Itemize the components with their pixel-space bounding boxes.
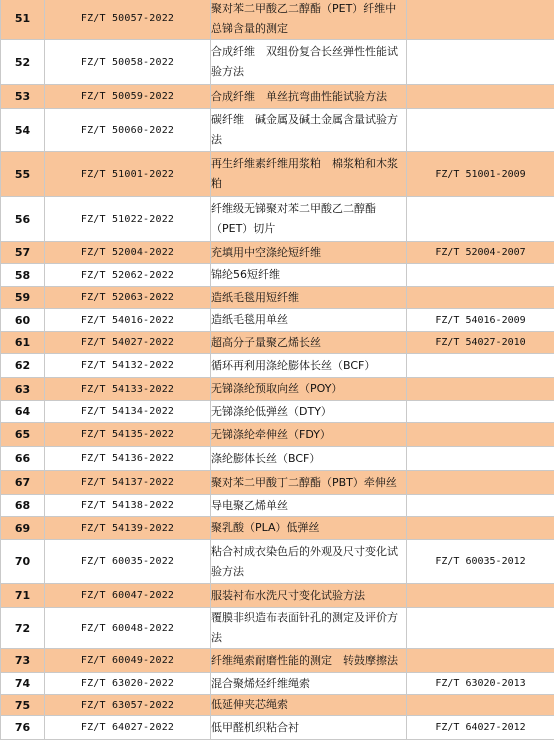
row-number: 57 — [1, 242, 45, 264]
standard-name: 充填用中空涤纶短纤维 — [211, 242, 407, 264]
standard-code: FZ/T 54134-2022 — [45, 401, 211, 423]
row-number: 62 — [1, 354, 45, 378]
standard-code: FZ/T 60049-2022 — [45, 649, 211, 673]
replaced-standard — [407, 649, 554, 673]
standard-code: FZ/T 54139-2022 — [45, 517, 211, 540]
standard-name: 聚对苯二甲酸丁二醇酯（PBT）牵伸丝 — [211, 471, 407, 495]
replaced-standard — [407, 584, 554, 608]
standard-code: FZ/T 51001-2022 — [45, 152, 211, 197]
replaced-standard — [407, 85, 554, 109]
replaced-standard: FZ/T 63020-2013 — [407, 673, 554, 695]
standard-code: FZ/T 51022-2022 — [45, 197, 211, 242]
standard-name: 覆膜非织造布表面针孔的测定及评价方法 — [211, 608, 407, 649]
replaced-standard — [407, 40, 554, 85]
table-row — [1, 152, 554, 197]
table-row — [1, 673, 554, 695]
table-row — [1, 287, 554, 309]
standard-code: FZ/T 54138-2022 — [45, 495, 211, 517]
table-row — [1, 197, 554, 242]
row-number: 61 — [1, 332, 45, 354]
table-row — [1, 716, 554, 740]
table-row — [1, 40, 554, 85]
standard-name: 造纸毛毯用短纤维 — [211, 287, 407, 309]
standard-code: FZ/T 54136-2022 — [45, 447, 211, 471]
standards-table-body — [1, 0, 554, 740]
replaced-standard — [407, 264, 554, 287]
row-number: 67 — [1, 471, 45, 495]
standard-name: 涤纶膨体长丝（BCF） — [211, 447, 407, 471]
standard-name: 低甲醛机织粘合衬 — [211, 716, 407, 740]
table-row — [1, 242, 554, 264]
row-number: 72 — [1, 608, 45, 649]
row-number: 54 — [1, 109, 45, 152]
row-number: 52 — [1, 40, 45, 85]
table-row — [1, 354, 554, 378]
row-number: 73 — [1, 649, 45, 673]
standard-name: 合成纤维 双组份复合长丝弹性性能试验方法 — [211, 40, 407, 85]
standard-name: 再生纤维素纤维用浆粕 棉浆粕和木浆粕 — [211, 152, 407, 197]
standard-code: FZ/T 54016-2022 — [45, 309, 211, 332]
row-number: 74 — [1, 673, 45, 695]
replaced-standard: FZ/T 54027-2010 — [407, 332, 554, 354]
table-row — [1, 423, 554, 447]
row-number: 58 — [1, 264, 45, 287]
table-row — [1, 378, 554, 401]
standard-code: FZ/T 54135-2022 — [45, 423, 211, 447]
standard-name: 合成纤维 单丝抗弯曲性能试验方法 — [211, 85, 407, 109]
replaced-standard: FZ/T 64027-2012 — [407, 716, 554, 740]
replaced-standard — [407, 695, 554, 716]
replaced-standard — [407, 109, 554, 152]
standard-name: 导电聚乙烯单丝 — [211, 495, 407, 517]
replaced-standard: FZ/T 51001-2009 — [407, 152, 554, 197]
replaced-standard — [407, 471, 554, 495]
table-row — [1, 584, 554, 608]
standard-name: 聚对苯二甲酸乙二醇酯（PET）纤维中总锑含量的测定 — [211, 0, 407, 40]
table-row — [1, 495, 554, 517]
row-number: 69 — [1, 517, 45, 540]
row-number: 53 — [1, 85, 45, 109]
row-number: 71 — [1, 584, 45, 608]
standard-name: 混合聚烯烃纤维绳索 — [211, 673, 407, 695]
standard-code: FZ/T 63057-2022 — [45, 695, 211, 716]
table-row — [1, 332, 554, 354]
standard-code: FZ/T 52004-2022 — [45, 242, 211, 264]
replaced-standard — [407, 378, 554, 401]
replaced-standard — [407, 517, 554, 540]
row-number: 68 — [1, 495, 45, 517]
standard-name: 无锑涤纶低弹丝（DTY） — [211, 401, 407, 423]
replaced-standard — [407, 401, 554, 423]
replaced-standard — [407, 423, 554, 447]
replaced-standard — [407, 447, 554, 471]
standard-code: FZ/T 60048-2022 — [45, 608, 211, 649]
standard-code: FZ/T 54133-2022 — [45, 378, 211, 401]
row-number: 60 — [1, 309, 45, 332]
standard-name: 超高分子量聚乙烯长丝 — [211, 332, 407, 354]
table-row — [1, 540, 554, 584]
standard-name: 纤维绳索耐磨性能的测定 转鼓摩擦法 — [211, 649, 407, 673]
standard-code: FZ/T 54132-2022 — [45, 354, 211, 378]
replaced-standard: FZ/T 54016-2009 — [407, 309, 554, 332]
row-number: 63 — [1, 378, 45, 401]
row-number: 75 — [1, 695, 45, 716]
row-number: 55 — [1, 152, 45, 197]
replaced-standard: FZ/T 52004-2007 — [407, 242, 554, 264]
standard-code: FZ/T 52062-2022 — [45, 264, 211, 287]
standard-code: FZ/T 50059-2022 — [45, 85, 211, 109]
standard-name: 锦纶56短纤维 — [211, 264, 407, 287]
standard-code: FZ/T 50057-2022 — [45, 0, 211, 40]
replaced-standard — [407, 197, 554, 242]
standard-code: FZ/T 60035-2022 — [45, 540, 211, 584]
table-row — [1, 447, 554, 471]
standard-code: FZ/T 50058-2022 — [45, 40, 211, 85]
standard-name: 纤维级无锑聚对苯二甲酸乙二醇酯（PET）切片 — [211, 197, 407, 242]
row-number: 64 — [1, 401, 45, 423]
table-row — [1, 85, 554, 109]
standard-code: FZ/T 54137-2022 — [45, 471, 211, 495]
replaced-standard — [407, 495, 554, 517]
table-row — [1, 517, 554, 540]
standard-code: FZ/T 54027-2022 — [45, 332, 211, 354]
standard-code: FZ/T 63020-2022 — [45, 673, 211, 695]
row-number: 76 — [1, 716, 45, 740]
table-row — [1, 309, 554, 332]
row-number: 65 — [1, 423, 45, 447]
table-row — [1, 0, 554, 40]
table-row — [1, 608, 554, 649]
table-row — [1, 109, 554, 152]
standard-name: 聚乳酸（PLA）低弹丝 — [211, 517, 407, 540]
table-row — [1, 695, 554, 716]
standard-name: 无锑涤纶牵伸丝（FDY） — [211, 423, 407, 447]
table-row — [1, 649, 554, 673]
standard-name: 造纸毛毯用单丝 — [211, 309, 407, 332]
replaced-standard — [407, 0, 554, 40]
standard-name: 粘合衬成衣染色后的外观及尺寸变化试验方法 — [211, 540, 407, 584]
replaced-standard: FZ/T 60035-2012 — [407, 540, 554, 584]
table-row — [1, 471, 554, 495]
standard-code: FZ/T 52063-2022 — [45, 287, 211, 309]
row-number: 59 — [1, 287, 45, 309]
row-number: 70 — [1, 540, 45, 584]
standard-name: 低延伸夹芯绳索 — [211, 695, 407, 716]
row-number: 51 — [1, 0, 45, 40]
replaced-standard — [407, 287, 554, 309]
table-row — [1, 401, 554, 423]
standard-code: FZ/T 60047-2022 — [45, 584, 211, 608]
standard-name: 碳纤维 碱金属及碱土金属含量试验方法 — [211, 109, 407, 152]
table-row — [1, 264, 554, 287]
standard-name: 循环再利用涤纶膨体长丝（BCF） — [211, 354, 407, 378]
row-number: 66 — [1, 447, 45, 471]
replaced-standard — [407, 354, 554, 378]
standard-name: 无锑涤纶预取向丝（POY） — [211, 378, 407, 401]
standard-code: FZ/T 50060-2022 — [45, 109, 211, 152]
row-number: 56 — [1, 197, 45, 242]
standard-name: 服装衬布水洗尺寸变化试验方法 — [211, 584, 407, 608]
standard-code: FZ/T 64027-2022 — [45, 716, 211, 740]
replaced-standard — [407, 608, 554, 649]
